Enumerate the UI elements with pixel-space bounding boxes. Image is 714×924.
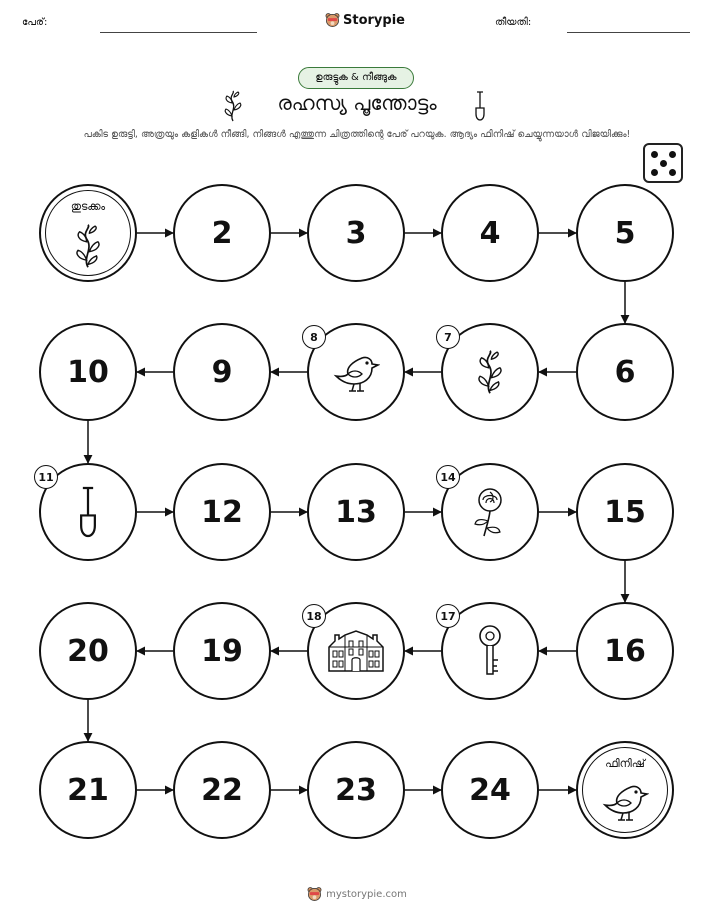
start-label: തുടക്കം xyxy=(70,200,106,213)
vine-icon xyxy=(71,222,105,274)
space-number: 20 xyxy=(67,633,109,669)
board-space-5 xyxy=(576,184,674,282)
board-space-23 xyxy=(307,741,405,839)
page-title: രഹസ്യ പൂന്തോട്ടം xyxy=(277,91,437,115)
board-space-15 xyxy=(576,463,674,561)
date-label: തീയതി: xyxy=(495,17,532,28)
footer-url[interactable]: mystorypie.com xyxy=(326,888,407,900)
finish-label: ഫിനിഷ് xyxy=(605,757,645,770)
vine-icon xyxy=(473,348,507,396)
space-number: 19 xyxy=(201,633,243,669)
bear-icon xyxy=(307,886,322,902)
board-space-22 xyxy=(173,741,271,839)
space-number: 16 xyxy=(604,633,646,669)
space-number: 12 xyxy=(201,494,243,530)
board-space-21 xyxy=(39,741,137,839)
shovel-icon xyxy=(76,486,100,538)
bird-icon xyxy=(601,779,649,827)
space-number-badge: 11 xyxy=(34,465,58,489)
space-number-badge: 14 xyxy=(436,465,460,489)
space-number: 9 xyxy=(211,354,233,390)
board-space-4 xyxy=(441,184,539,282)
space-number: 4 xyxy=(479,215,501,251)
space-number: 6 xyxy=(614,354,636,390)
space-number: 2 xyxy=(211,215,233,251)
board-space-10 xyxy=(39,323,137,421)
space-number: 21 xyxy=(67,772,109,808)
space-number-badge: 8 xyxy=(302,325,326,349)
space-number: 24 xyxy=(469,772,511,808)
bird-icon xyxy=(332,350,380,394)
space-number: 13 xyxy=(335,494,377,530)
board-space-9 xyxy=(173,323,271,421)
board-space-3 xyxy=(307,184,405,282)
board-space-6 xyxy=(576,323,674,421)
space-number: 10 xyxy=(67,354,109,390)
space-number: 3 xyxy=(345,215,367,251)
rose-icon xyxy=(470,486,510,538)
key-icon xyxy=(477,624,503,678)
board-space-2 xyxy=(173,184,271,282)
start-space xyxy=(39,184,137,282)
name-label: പേര്: xyxy=(22,17,48,28)
space-number: 15 xyxy=(604,494,646,530)
activity-badge: ഉരുട്ടുക & നീങ്ങുക xyxy=(298,67,414,89)
instructions: പകിട ഉരുട്ടി, അത്രയും കളികൾ നീങ്ങി, നിങ്ങൾ എത്തുന്ന ചിത്രത്തിന്റെ പേര് പറയുക. ആദ്യം ഫിനിഷ് ചെയ്യുന്നയാൾ വിജയിക്കും! xyxy=(83,129,631,140)
board-space-24 xyxy=(441,741,539,839)
board-space-16 xyxy=(576,602,674,700)
board-space-12 xyxy=(173,463,271,561)
space-number-badge: 17 xyxy=(436,604,460,628)
board-space-19 xyxy=(173,602,271,700)
space-number: 22 xyxy=(201,772,243,808)
board-space-13 xyxy=(307,463,405,561)
finish-space xyxy=(576,741,674,839)
space-number-badge: 7 xyxy=(436,325,460,349)
space-number: 23 xyxy=(335,772,377,808)
brand-name: Storypie xyxy=(343,12,405,28)
board-space-20 xyxy=(39,602,137,700)
space-number: 5 xyxy=(614,215,636,251)
space-number-badge: 18 xyxy=(302,604,326,628)
mansion-icon xyxy=(327,629,385,673)
footer xyxy=(0,886,714,902)
